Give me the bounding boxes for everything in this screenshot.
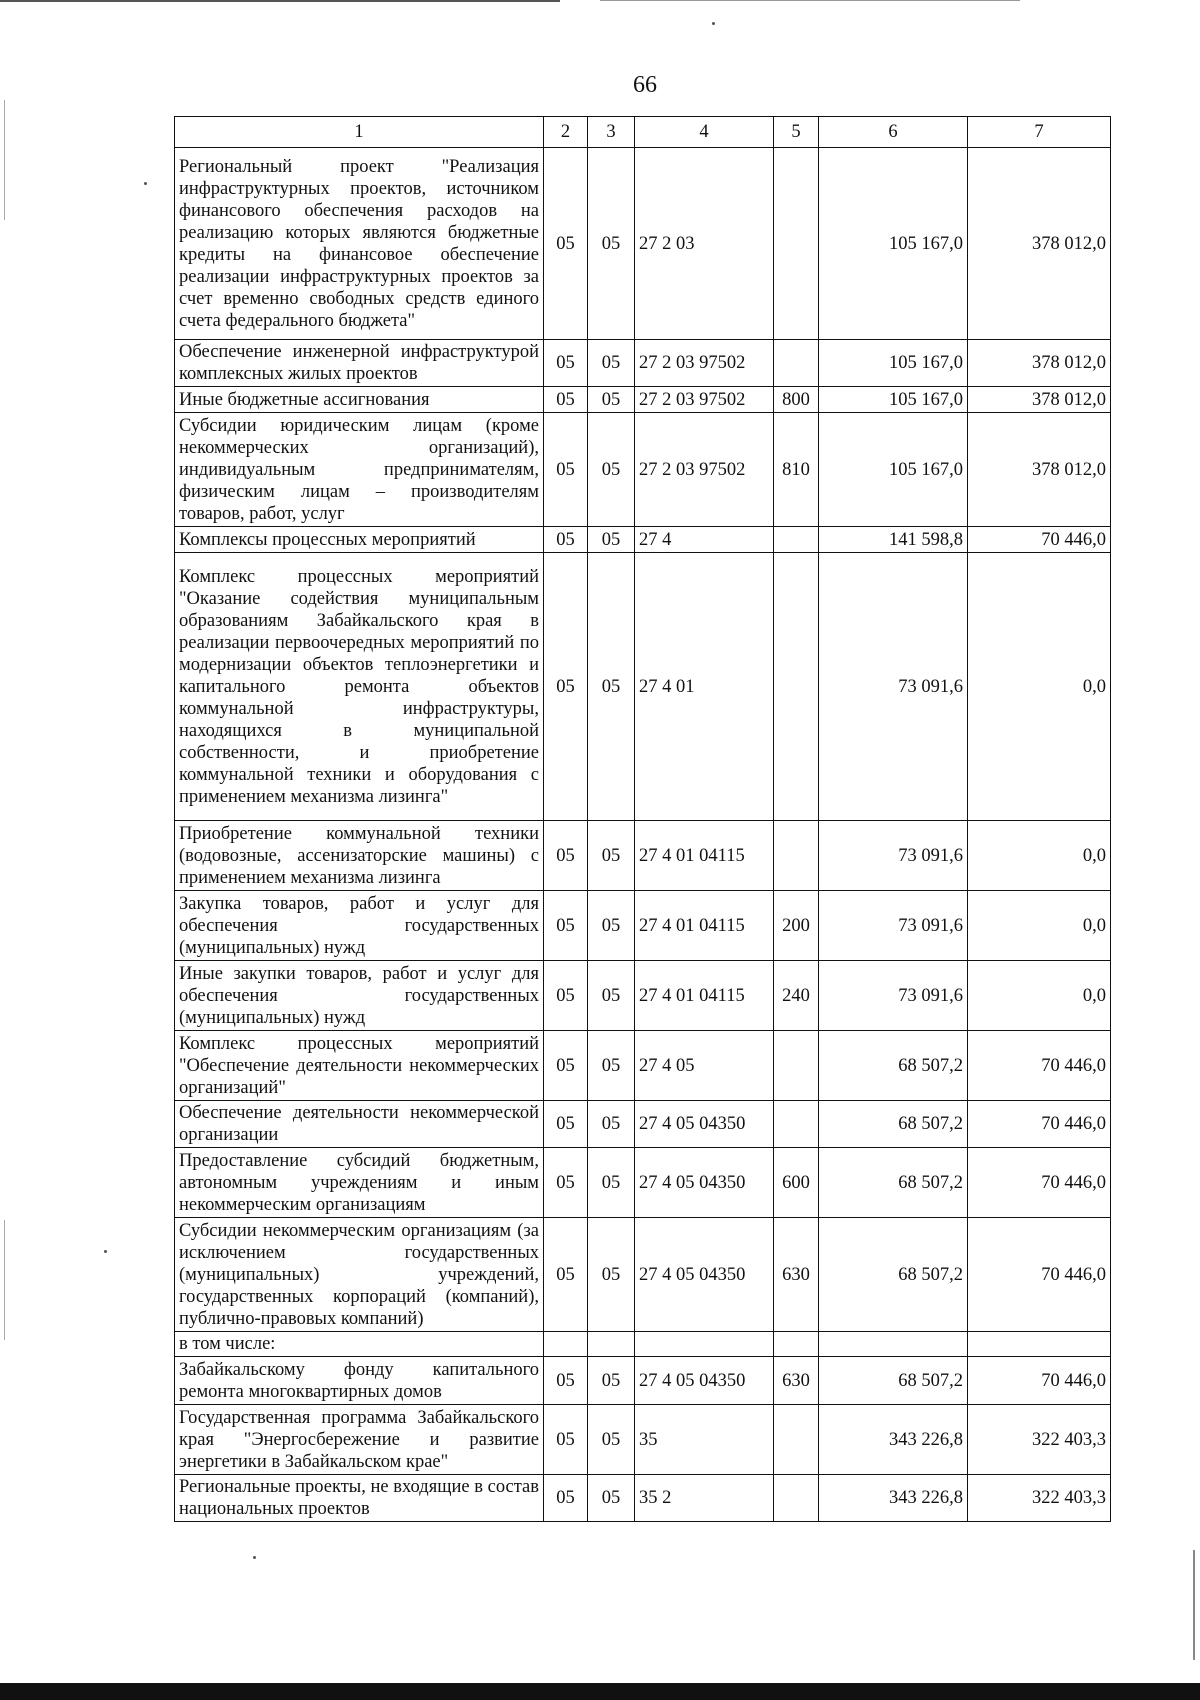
- section-code: 05: [544, 387, 588, 413]
- target-article-code: 27 4 05 04350: [635, 1101, 774, 1148]
- target-article-code: 27 4 05 04350: [635, 1357, 774, 1405]
- scan-speck: [144, 182, 147, 185]
- table-row: [175, 1101, 1111, 1148]
- subsection-code: 05: [588, 1357, 635, 1405]
- expense-type-code: [774, 553, 819, 821]
- row-name: Региональные проекты, не входящие в состав национальных проектов: [175, 1475, 544, 1522]
- target-article-code: 27 2 03: [635, 148, 774, 340]
- amount-col-7: 378 012,0: [968, 387, 1111, 413]
- table-row: [175, 1148, 1111, 1218]
- expense-type-code: 800: [774, 387, 819, 413]
- amount-col-7: [968, 1332, 1111, 1357]
- table-row: [175, 891, 1111, 961]
- expense-type-code: [774, 340, 819, 387]
- row-name: Приобретение коммунальной техники (водовозные, ассенизаторские машины) с применением механизма лизинга: [175, 821, 544, 891]
- header-col-5: 5: [774, 117, 819, 148]
- amount-col-7: 70 446,0: [968, 527, 1111, 553]
- amount-col-7: 0,0: [968, 553, 1111, 821]
- amount-col-6: 68 507,2: [819, 1031, 968, 1101]
- amount-col-7: 70 446,0: [968, 1218, 1111, 1332]
- subsection-code: 05: [588, 413, 635, 527]
- amount-col-6: 105 167,0: [819, 340, 968, 387]
- row-name: Забайкальскому фонду капитального ремонта многоквартирных домов: [175, 1357, 544, 1405]
- table-row: [175, 1405, 1111, 1475]
- expense-type-code: [774, 1405, 819, 1475]
- target-article-code: 27 4 05 04350: [635, 1148, 774, 1218]
- amount-col-7: 70 446,0: [968, 1357, 1111, 1405]
- expense-type-code: [774, 1031, 819, 1101]
- amount-col-6: 105 167,0: [819, 413, 968, 527]
- target-article-code: 27 4: [635, 527, 774, 553]
- top-scan-rule: [0, 0, 560, 2]
- expense-type-code: [774, 1332, 819, 1357]
- subsection-code: 05: [588, 527, 635, 553]
- amount-col-6: 105 167,0: [819, 148, 968, 340]
- section-code: 05: [544, 553, 588, 821]
- row-name: Иные закупки товаров, работ и услуг для обеспечения государственных (муниципальных) нужд: [175, 961, 544, 1031]
- subsection-code: [588, 1332, 635, 1357]
- amount-col-6: 68 507,2: [819, 1218, 968, 1332]
- subsection-code: 05: [588, 1405, 635, 1475]
- target-article-code: 27 2 03 97502: [635, 340, 774, 387]
- expense-type-code: 810: [774, 413, 819, 527]
- amount-col-7: 322 403,3: [968, 1405, 1111, 1475]
- table-row: [175, 1218, 1111, 1332]
- budget-table: [174, 116, 1111, 1522]
- target-article-code: 27 2 03 97502: [635, 387, 774, 413]
- target-article-code: 27 4 01 04115: [635, 821, 774, 891]
- amount-col-6: 343 226,8: [819, 1475, 968, 1522]
- table-row: [175, 1332, 1111, 1357]
- header-col-7: 7: [968, 117, 1111, 148]
- page-number: 66: [633, 72, 657, 98]
- row-name: Комплексы процессных мероприятий: [175, 527, 544, 553]
- amount-col-6: 343 226,8: [819, 1405, 968, 1475]
- target-article-code: [635, 1332, 774, 1357]
- expense-type-code: 630: [774, 1218, 819, 1332]
- table-row: [175, 340, 1111, 387]
- amount-col-6: 73 091,6: [819, 821, 968, 891]
- scan-edge-mark: [4, 100, 5, 220]
- section-code: 05: [544, 1357, 588, 1405]
- scan-speck: [253, 1556, 256, 1559]
- section-code: 05: [544, 961, 588, 1031]
- subsection-code: 05: [588, 340, 635, 387]
- subsection-code: 05: [588, 387, 635, 413]
- target-article-code: 27 2 03 97502: [635, 413, 774, 527]
- amount-col-7: 0,0: [968, 961, 1111, 1031]
- table-row: [175, 1357, 1111, 1405]
- table-row: [175, 553, 1111, 821]
- section-code: 05: [544, 1475, 588, 1522]
- section-code: 05: [544, 148, 588, 340]
- row-name: Субсидии некоммерческим организациям (за исключением государственных (муниципальных) учреждений, государственных корпораций (компаний), публично-правовых компаний): [175, 1218, 544, 1332]
- row-name: Обеспечение инженерной инфраструктурой комплексных жилых проектов: [175, 340, 544, 387]
- amount-col-7: 322 403,3: [968, 1475, 1111, 1522]
- section-code: 05: [544, 1148, 588, 1218]
- subsection-code: 05: [588, 1031, 635, 1101]
- amount-col-6: 68 507,2: [819, 1101, 968, 1148]
- target-article-code: 27 4 05: [635, 1031, 774, 1101]
- amount-col-6: 68 507,2: [819, 1148, 968, 1218]
- top-scan-rule-right: [600, 0, 1020, 1]
- scan-speck: [104, 1250, 107, 1253]
- section-code: 05: [544, 821, 588, 891]
- row-name: Комплекс процессных мероприятий "Оказание содействия муниципальным образованиям Забайкальского края в реализации первоочередных мероприятий по модернизации объектов теплоэнергетики и капитального ремонта объектов коммунальной инфраструктуры, находящихся в муниципальной собственности, и приобретение коммунальной техники и оборудования с применением механизма лизинга": [175, 553, 544, 821]
- subsection-code: 05: [588, 1475, 635, 1522]
- scan-edge-mark: [4, 1220, 5, 1340]
- subsection-code: 05: [588, 1148, 635, 1218]
- expense-type-code: [774, 148, 819, 340]
- header-col-4: 4: [635, 117, 774, 148]
- subsection-code: 05: [588, 821, 635, 891]
- row-name: Региональный проект "Реализация инфраструктурных проектов, источником финансового обеспечения расходов на реализацию которых являются бюджетные кредиты на финансовое обеспечение реализации инфраструктурных проектов за счет временно свободных средств единого счета федерального бюджета": [175, 148, 544, 340]
- expense-type-code: 600: [774, 1148, 819, 1218]
- amount-col-7: 378 012,0: [968, 340, 1111, 387]
- table-row: [175, 387, 1111, 413]
- scan-speck: [712, 22, 715, 25]
- target-article-code: 35: [635, 1405, 774, 1475]
- subsection-code: 05: [588, 1218, 635, 1332]
- scan-bottom-bar: [0, 1683, 1200, 1700]
- section-code: 05: [544, 340, 588, 387]
- amount-col-6: 73 091,6: [819, 961, 968, 1031]
- expense-type-code: 240: [774, 961, 819, 1031]
- expense-type-code: [774, 527, 819, 553]
- amount-col-7: 378 012,0: [968, 413, 1111, 527]
- section-code: 05: [544, 1101, 588, 1148]
- amount-col-7: 70 446,0: [968, 1101, 1111, 1148]
- table-row: [175, 821, 1111, 891]
- expense-type-code: 630: [774, 1357, 819, 1405]
- amount-col-7: 0,0: [968, 821, 1111, 891]
- header-col-6: 6: [819, 117, 968, 148]
- scan-edge-mark: [1193, 1550, 1195, 1660]
- header-col-2: 2: [544, 117, 588, 148]
- amount-col-7: 70 446,0: [968, 1148, 1111, 1218]
- header-col-3: 3: [588, 117, 635, 148]
- subsection-code: 05: [588, 553, 635, 821]
- subsection-code: 05: [588, 961, 635, 1031]
- table-row: [175, 961, 1111, 1031]
- table-row: [175, 413, 1111, 527]
- amount-col-7: 378 012,0: [968, 148, 1111, 340]
- target-article-code: 27 4 01: [635, 553, 774, 821]
- row-name: Субсидии юридическим лицам (кроме некоммерческих организаций), индивидуальным предпринимателям, физическим лицам – производителям товаров, работ, услуг: [175, 413, 544, 527]
- target-article-code: 27 4 05 04350: [635, 1218, 774, 1332]
- amount-col-6: 141 598,8: [819, 527, 968, 553]
- section-code: 05: [544, 1031, 588, 1101]
- table-row: [175, 1475, 1111, 1522]
- section-code: 05: [544, 527, 588, 553]
- subsection-code: 05: [588, 148, 635, 340]
- amount-col-7: 0,0: [968, 891, 1111, 961]
- target-article-code: 35 2: [635, 1475, 774, 1522]
- amount-col-6: 73 091,6: [819, 891, 968, 961]
- row-name: Государственная программа Забайкальского края "Энергосбережение и развитие энергетики в Забайкальском крае": [175, 1405, 544, 1475]
- expense-type-code: [774, 821, 819, 891]
- amount-col-6: 68 507,2: [819, 1357, 968, 1405]
- expense-type-code: 200: [774, 891, 819, 961]
- amount-col-6: [819, 1332, 968, 1357]
- row-name: Обеспечение деятельности некоммерческой организации: [175, 1101, 544, 1148]
- subsection-code: 05: [588, 891, 635, 961]
- row-name: в том числе:: [175, 1332, 544, 1357]
- section-code: [544, 1332, 588, 1357]
- section-code: 05: [544, 1218, 588, 1332]
- row-name: Иные бюджетные ассигнования: [175, 387, 544, 413]
- expense-type-code: [774, 1101, 819, 1148]
- table-body: [175, 148, 1111, 1522]
- section-code: 05: [544, 891, 588, 961]
- expense-type-code: [774, 1475, 819, 1522]
- row-name: Комплекс процессных мероприятий "Обеспечение деятельности некоммерческих организаций": [175, 1031, 544, 1101]
- table-row: [175, 148, 1111, 340]
- row-name: Закупка товаров, работ и услуг для обеспечения государственных (муниципальных) нужд: [175, 891, 544, 961]
- amount-col-6: 105 167,0: [819, 387, 968, 413]
- table-row: [175, 527, 1111, 553]
- header-col-1: 1: [175, 117, 544, 148]
- section-code: 05: [544, 1405, 588, 1475]
- target-article-code: 27 4 01 04115: [635, 891, 774, 961]
- section-code: 05: [544, 413, 588, 527]
- subsection-code: 05: [588, 1101, 635, 1148]
- target-article-code: 27 4 01 04115: [635, 961, 774, 1031]
- amount-col-6: 73 091,6: [819, 553, 968, 821]
- table-row: [175, 1031, 1111, 1101]
- amount-col-7: 70 446,0: [968, 1031, 1111, 1101]
- header-row: [175, 117, 1111, 148]
- row-name: Предоставление субсидий бюджетным, автономным учреждениям и иным некоммерческим организациям: [175, 1148, 544, 1218]
